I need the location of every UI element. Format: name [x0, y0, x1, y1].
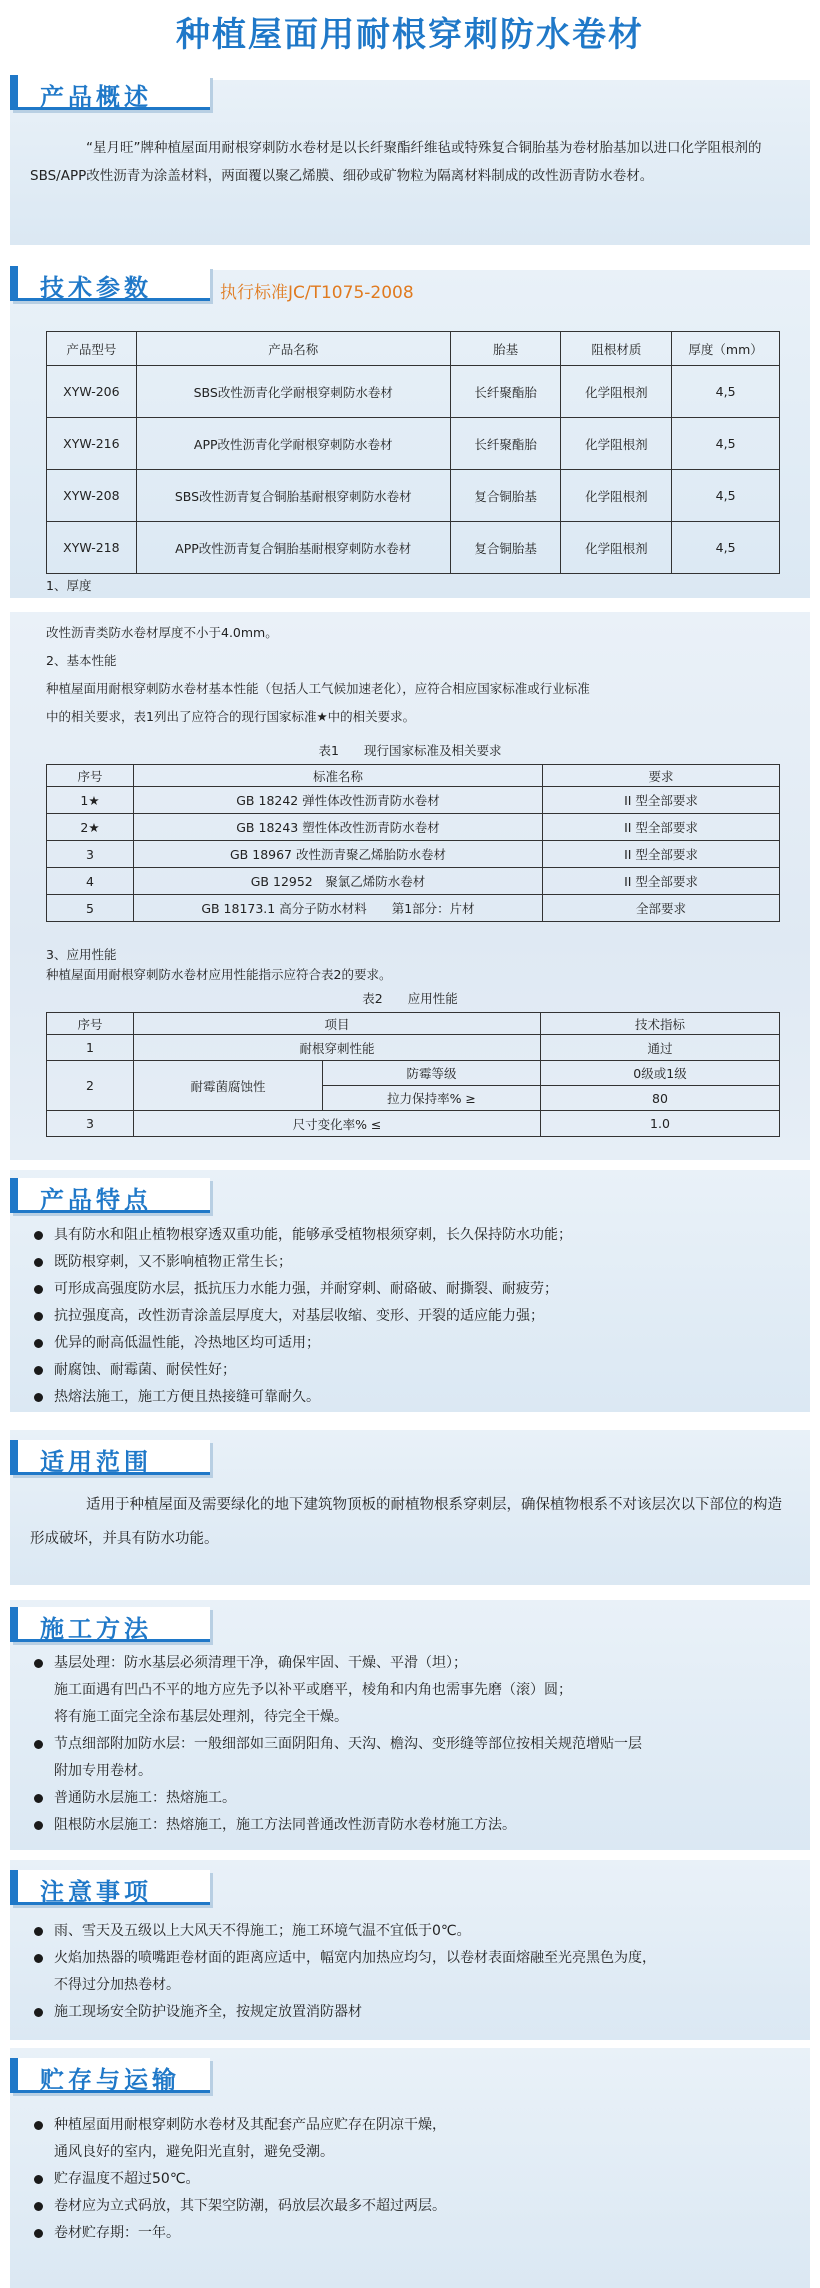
- list-item: 阻根防水层施工：热熔施工，施工方法同普通改性沥青防水卷材施工方法。: [34, 1812, 804, 1839]
- overview-heading: 产品概述: [10, 75, 210, 110]
- col-model: 产品型号: [47, 332, 137, 366]
- bullet-icon: [34, 2229, 43, 2238]
- bullet-icon: [34, 2008, 43, 2017]
- list-item: 节点细部附加防水层：一般细部如三面阴阳角、天沟、檐沟、变形缝等部位按相关规范增贴一层: [34, 1731, 804, 1758]
- list-item: 耐腐蚀、耐霉菌、耐侯性好；: [34, 1357, 804, 1384]
- col-thickness: 厚度（mm）: [672, 332, 780, 366]
- cell: XYW-208: [47, 470, 137, 522]
- table-row: [47, 787, 780, 814]
- table-row: [47, 470, 780, 522]
- list-item: 通风良好的室内，避免阳光直射，避免受潮。: [54, 2144, 334, 2160]
- cell: 4,5: [672, 366, 780, 418]
- cell: 耐霉菌腐蚀性: [134, 1061, 323, 1111]
- bullet-icon: [34, 1821, 43, 1830]
- cell: 尺寸变化率% ≤: [134, 1111, 541, 1137]
- table-row: [47, 868, 780, 895]
- bullet-icon: [34, 1366, 43, 1375]
- cell: 防霉等级: [323, 1061, 541, 1086]
- table-row: [47, 1061, 780, 1086]
- basic-label: 2、基本性能: [46, 653, 117, 668]
- scope-heading: 适用范围: [10, 1440, 210, 1475]
- features-list: [34, 1222, 804, 1411]
- bullet-icon: [34, 1659, 43, 1668]
- cell: 化学阻根剂: [561, 366, 672, 418]
- list-item: 具有防水和阻止植物根穿透双重功能，能够承受植物根须穿刺，长久保持防水功能；: [34, 1222, 804, 1249]
- list-item: 既防根穿刺，又不影响植物正常生长；: [34, 1249, 804, 1276]
- construction-heading: 施工方法: [10, 1607, 210, 1642]
- col-item: 项目: [134, 1013, 541, 1035]
- bullet-icon: [34, 2202, 43, 2211]
- cell: SBS改性沥青复合铜胎基耐根穿刺防水卷材: [136, 470, 450, 522]
- cell: 复合铜胎基: [450, 470, 561, 522]
- overview-text: “星月旺”牌种植屋面用耐根穿刺防水卷材是以长纤聚酯纤维毡或特殊复合铜胎基为卷材胎基加以进口化学阻根剂的SBS/APP改性沥青为涂盖材料，两面覆以聚乙烯膜、细砂或矿物粒为隔离材料制成的改性沥青防水卷材。: [30, 140, 762, 184]
- application-table: [46, 1012, 780, 1137]
- bullet-icon: [34, 1285, 43, 1294]
- cell: 2: [47, 1061, 134, 1111]
- cell: 0级或1级: [541, 1061, 780, 1086]
- bullet-icon: [34, 1393, 43, 1402]
- thickness-label: 1、厚度: [46, 578, 92, 593]
- list-item: 不得过分加热卷材。: [54, 1977, 180, 1993]
- notes-list: [34, 1918, 804, 2026]
- cell: GB 18173.1 高分子防水材料 第1部分：片材: [134, 895, 543, 922]
- cell: APP改性沥青复合铜胎基耐根穿刺防水卷材: [136, 522, 450, 574]
- table-row: [47, 1111, 780, 1137]
- cell: GB 18243 塑性体改性沥青防水卷材: [134, 814, 543, 841]
- cell: 长纤聚酯胎: [450, 366, 561, 418]
- cell: 化学阻根剂: [561, 470, 672, 522]
- cell: 3: [47, 1111, 134, 1137]
- app-text: 种植屋面用耐根穿刺防水卷材应用性能指示应符合表2的要求。: [46, 967, 392, 982]
- bullet-icon: [34, 1231, 43, 1240]
- cell: 80: [541, 1086, 780, 1111]
- col-spec: 技术指标: [541, 1013, 780, 1035]
- list-item: 普通防水层施工：热熔施工。: [34, 1785, 804, 1812]
- bullet-icon: [34, 1258, 43, 1267]
- cell: 2★: [47, 814, 134, 841]
- cell: 4: [47, 868, 134, 895]
- list-item: 热熔法施工，施工方便且热接缝可靠耐久。: [34, 1384, 804, 1411]
- product-table: [46, 331, 780, 574]
- cell: 4,5: [672, 418, 780, 470]
- product-table-header: [47, 332, 780, 366]
- col-name: 产品名称: [136, 332, 450, 366]
- table-row: [47, 814, 780, 841]
- bullet-icon: [34, 2175, 43, 2184]
- cell: GB 18967 改性沥青聚乙烯胎防水卷材: [134, 841, 543, 868]
- col-requirement: 要求: [543, 765, 780, 787]
- cell: 复合铜胎基: [450, 522, 561, 574]
- thickness-text: 改性沥青类防水卷材厚度不小于4.0mm。: [46, 625, 278, 640]
- list-item: 雨、雪天及五级以上大风天不得施工；施工环境气温不宜低于0℃。: [34, 1918, 804, 1945]
- cell: 化学阻根剂: [561, 522, 672, 574]
- table1-caption: 表1 现行国家标准及相关要求: [318, 743, 502, 758]
- col-standard: 标准名称: [134, 765, 543, 787]
- notes-heading: 注意事项: [10, 1870, 210, 1905]
- cell: GB 12952 聚氯乙烯防水卷材: [134, 868, 543, 895]
- table-row: [47, 418, 780, 470]
- cell: II 型全部要求: [543, 814, 780, 841]
- cell: 化学阻根剂: [561, 418, 672, 470]
- cell: 拉力保持率% ≥: [323, 1086, 541, 1111]
- cell: 3: [47, 841, 134, 868]
- cell: SBS改性沥青化学耐根穿刺防水卷材: [136, 366, 450, 418]
- list-item: 可形成高强度防水层，抵抗压力水能力强，并耐穿刺、耐硌破、耐撕裂、耐疲劳；: [34, 1276, 804, 1303]
- list-item: 优异的耐高低温性能，冷热地区均可适用；: [34, 1330, 804, 1357]
- col-no: 序号: [47, 1013, 134, 1035]
- bullet-icon: [34, 1794, 43, 1803]
- col-no: 序号: [47, 765, 134, 787]
- bullet-icon: [34, 1312, 43, 1321]
- table-row: [47, 841, 780, 868]
- cell: 全部要求: [543, 895, 780, 922]
- table-row: [47, 1035, 780, 1061]
- cell: XYW-206: [47, 366, 137, 418]
- list-item: 施工面遇有凹凸不平的地方应先予以补平或磨平，棱角和内角也需事先磨（滚）圆；: [54, 1682, 572, 1698]
- cell: II 型全部要求: [543, 841, 780, 868]
- list-item: 卷材贮存期：一年。: [34, 2220, 804, 2247]
- list-item: 火焰加热器的喷嘴距卷材面的距离应适中，幅宽内加热应均匀，以卷材表面熔融至光亮黑色为度，: [34, 1945, 804, 1972]
- standard-note: 执行标准JC/T1075-2008: [220, 283, 414, 303]
- features-heading: 产品特点: [10, 1178, 210, 1213]
- storage-list: [34, 2112, 804, 2247]
- bullet-icon: [34, 1927, 43, 1936]
- cell: GB 18242 弹性体改性沥青防水卷材: [134, 787, 543, 814]
- bullet-icon: [34, 2121, 43, 2130]
- cell: II 型全部要求: [543, 868, 780, 895]
- list-item: 附加专用卷材。: [54, 1763, 152, 1779]
- list-item: 卷材应为立式码放，其下架空防潮，码放层次最多不超过两层。: [34, 2193, 804, 2220]
- bullet-icon: [34, 1339, 43, 1348]
- col-base: 胎基: [450, 332, 561, 366]
- basic-text-2: 中的相关要求，表1列出了应符合的现行国家标准★中的相关要求。: [46, 709, 416, 724]
- list-item: 种植屋面用耐根穿刺防水卷材及其配套产品应贮存在阴凉干燥，: [34, 2112, 804, 2139]
- cell: 长纤聚酯胎: [450, 418, 561, 470]
- table-row: [47, 522, 780, 574]
- bullet-icon: [34, 1954, 43, 1963]
- list-item: 抗拉强度高，改性沥青涂盖层厚度大，对基层收缩、变形、开裂的适应能力强；: [34, 1303, 804, 1330]
- list-item: 基层处理：防水基层必须清理干净，确保牢固、干燥、平滑（坦）；: [34, 1650, 804, 1677]
- table-header: [47, 765, 780, 787]
- cell: 耐根穿刺性能: [134, 1035, 541, 1061]
- basic-text-1: 种植屋面用耐根穿刺防水卷材基本性能（包括人工气候加速老化），应符合相应国家标准或行业标准: [46, 681, 590, 696]
- scope-text: 适用于种植屋面及需要绿化的地下建筑物顶板的耐植物根系穿刺层，确保植物根系不对该层次以下部位的构造形成破坏，并具有防水功能。: [30, 1497, 782, 1547]
- tech-heading: 技术参数: [10, 266, 210, 301]
- cell: 1★: [47, 787, 134, 814]
- col-root: 阻根材质: [561, 332, 672, 366]
- table-row: [47, 366, 780, 418]
- page-title: 种植屋面用耐根穿刺防水卷材: [176, 15, 644, 55]
- cell: APP改性沥青化学耐根穿刺防水卷材: [136, 418, 450, 470]
- list-item: 将有施工面完全涂布基层处理剂，待完全干燥。: [54, 1709, 348, 1725]
- table2-caption: 表2 应用性能: [362, 991, 458, 1006]
- cell: 通过: [541, 1035, 780, 1061]
- standards-table: [46, 764, 780, 922]
- cell: 4,5: [672, 522, 780, 574]
- cell: 4,5: [672, 470, 780, 522]
- cell: II 型全部要求: [543, 787, 780, 814]
- construction-list: [34, 1650, 804, 1839]
- bullet-icon: [34, 1740, 43, 1749]
- list-item: 贮存温度不超过50℃。: [34, 2166, 804, 2193]
- cell: XYW-216: [47, 418, 137, 470]
- storage-heading: 贮存与运输: [10, 2058, 210, 2093]
- cell: 1.0: [541, 1111, 780, 1137]
- app-label: 3、应用性能: [46, 947, 117, 962]
- list-item: 施工现场安全防护设施齐全，按规定放置消防器材: [34, 1999, 804, 2026]
- table-row: [47, 895, 780, 922]
- cell: 1: [47, 1035, 134, 1061]
- cell: 5: [47, 895, 134, 922]
- table-header: [47, 1013, 780, 1035]
- cell: XYW-218: [47, 522, 137, 574]
